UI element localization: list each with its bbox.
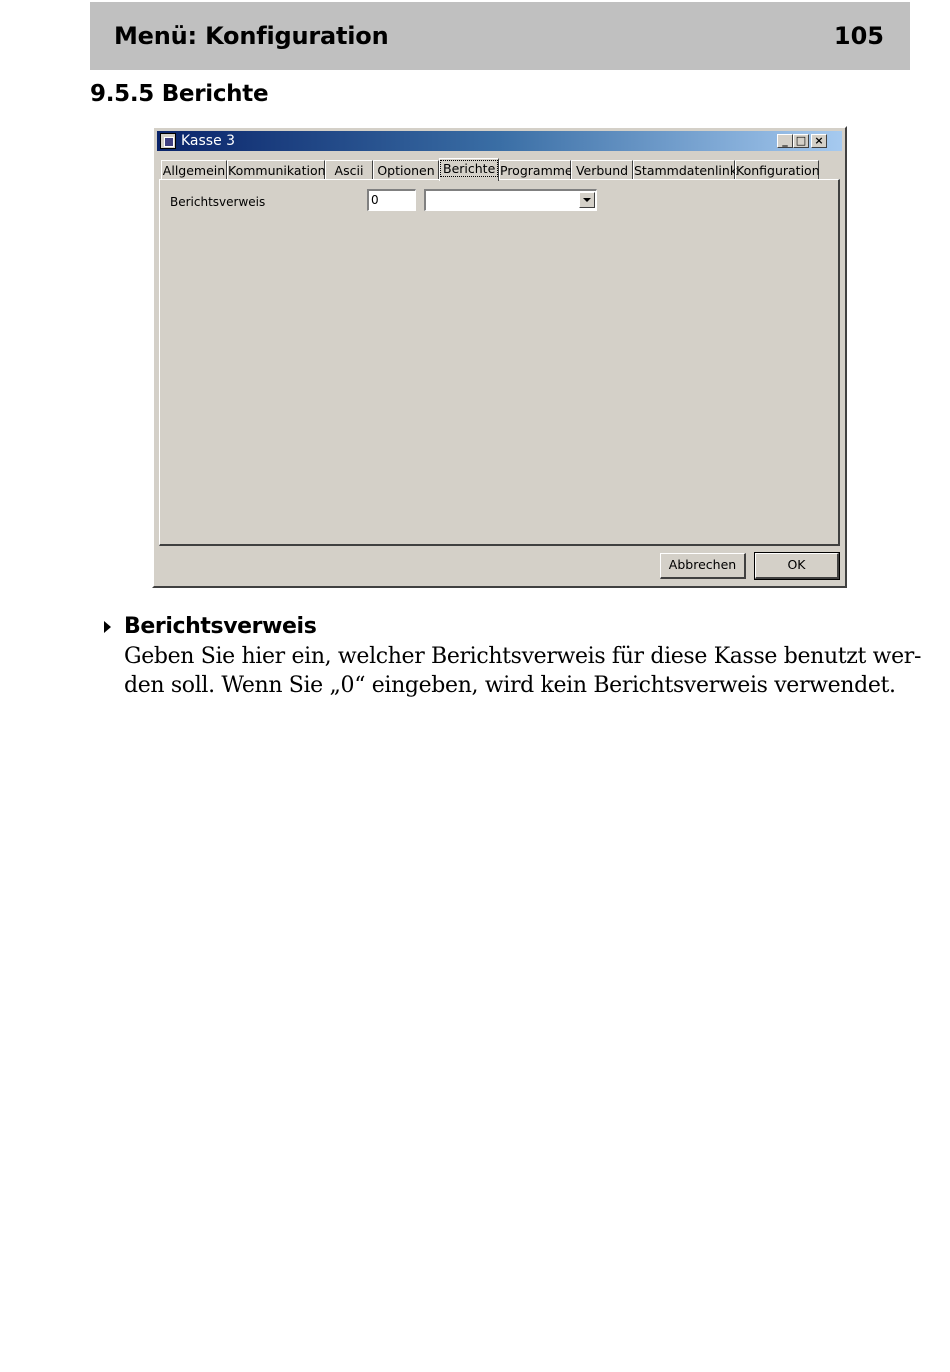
tab-programme[interactable]: Programme xyxy=(499,160,571,180)
berichtsverweis-label: Berichtsverweis xyxy=(170,195,266,209)
description-line-1: Geben Sie hier ein, welcher Berichtsverweis für diese Kasse benutzt wer- xyxy=(124,644,922,669)
header-title: Menü: Konfiguration xyxy=(114,22,389,50)
item-heading: Berichtsverweis xyxy=(124,614,317,639)
page-header xyxy=(90,2,910,70)
minimize-icon[interactable]: _ xyxy=(777,134,793,148)
chevron-down-icon[interactable] xyxy=(579,192,595,208)
tab-berichte[interactable] xyxy=(439,158,499,181)
tab-allgemein[interactable]: Allgemein xyxy=(161,160,227,180)
berichte-tab-panel xyxy=(159,179,840,546)
page-number: 105 xyxy=(833,22,884,50)
section-title: 9.5.5 Berichte xyxy=(90,81,269,107)
tab-verbund[interactable]: Verbund xyxy=(571,160,633,180)
maximize-icon[interactable]: □ xyxy=(793,134,809,148)
berichtsverweis-input[interactable]: 0 xyxy=(367,189,416,211)
triangle-bullet-icon xyxy=(104,621,111,633)
window-title: Kasse 3 xyxy=(181,133,236,149)
tab-berichte-label: Berichte xyxy=(440,160,498,177)
berichtsverweis-select[interactable] xyxy=(424,189,597,211)
tab-optionen[interactable]: Optionen xyxy=(373,160,439,180)
app-window-icon[interactable] xyxy=(160,133,176,149)
tab-kommunikation[interactable]: Kommunikation xyxy=(227,160,325,180)
close-icon[interactable]: × xyxy=(811,134,827,148)
tab-ascii[interactable]: Ascii xyxy=(325,160,373,180)
ok-button[interactable]: OK xyxy=(755,553,839,579)
tab-konfiguration[interactable]: Konfiguration xyxy=(735,160,819,180)
description-line-2: den soll. Wenn Sie „0“ eingeben, wird kein Berichtsverweis verwendet. xyxy=(124,673,896,698)
tab-stammdatenlink[interactable]: Stammdatenlink xyxy=(633,160,735,180)
title-bar[interactable] xyxy=(157,131,842,151)
kasse-dialog-window xyxy=(152,126,847,588)
cancel-button[interactable]: Abbrechen xyxy=(660,553,746,579)
